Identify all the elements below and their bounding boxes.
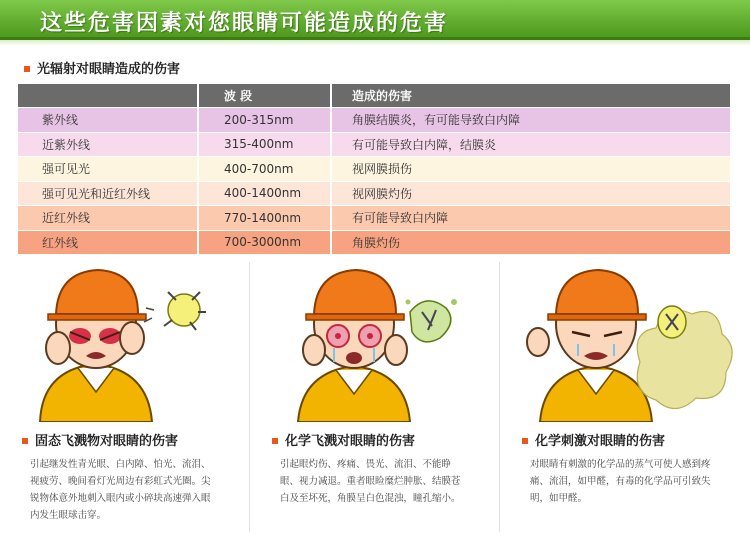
card-title	[522, 430, 665, 449]
cell-type: 近红外线	[18, 206, 198, 231]
table-row	[18, 157, 731, 182]
card-solid-particles	[0, 252, 248, 540]
card-title-text: 化学飞溅对眼睛的伤害	[285, 434, 416, 449]
cell-harm: 视网膜灼伤	[331, 181, 731, 206]
card-title	[22, 430, 178, 449]
cell-harm: 角膜结膜炎，有可能导致白内障	[331, 108, 731, 133]
worker-particles-illustration	[0, 252, 248, 422]
cell-type: 红外线	[18, 230, 198, 255]
cell-harm: 视网膜损伤	[331, 157, 731, 182]
cell-type: 强可见光和近红外线	[18, 181, 198, 206]
card-title	[272, 430, 415, 449]
worker-fumes-illustration	[500, 252, 748, 422]
bullet-square-icon	[522, 438, 528, 444]
cell-type: 强可见光	[18, 157, 198, 182]
bullet-square-icon	[24, 66, 30, 72]
card-description: 引起眼灼伤、疼痛、畏光、流泪、不能睁眼、视力减退。重者眼睑糜烂肿胀、结膜苍白及至坏死，角膜呈白色混浊，瞳孔缩小。	[280, 459, 461, 504]
card-title-text: 固态飞溅物对眼睛的伤害	[35, 434, 179, 449]
cell-band: 770-1400nm	[198, 206, 331, 231]
card-description: 引起继发性青光眼、白内障、怕光、流泪、视疲劳、晚间看灯光周边有彩虹式光圈。尖锐物体意外地刺入眼内或小碎块高速弹入眼内发生眼球击穿。	[30, 459, 211, 521]
cell-band: 400-700nm	[198, 157, 331, 182]
cell-harm: 有可能导致白内障，结膜炎	[331, 132, 731, 157]
cell-type: 近紫外线	[18, 132, 198, 157]
radiation-table	[18, 84, 732, 255]
cell-band: 400-1400nm	[198, 181, 331, 206]
bullet-square-icon	[272, 438, 278, 444]
table-header-row	[18, 84, 731, 108]
bullet-square-icon	[22, 438, 28, 444]
table-header-band: 波 段	[198, 84, 331, 108]
cell-harm: 角膜灼伤	[331, 230, 731, 255]
card-chemical-splash	[250, 252, 498, 540]
banner-shadow	[0, 40, 750, 46]
cell-type: 紫外线	[18, 108, 198, 133]
worker-splash-illustration	[250, 252, 498, 422]
cell-band: 200-315nm	[198, 108, 331, 133]
table-row	[18, 206, 731, 231]
table-header-type	[18, 84, 198, 108]
cell-band: 315-400nm	[198, 132, 331, 157]
cell-harm: 有可能导致白内障	[331, 206, 731, 231]
card-chemical-irritation	[500, 252, 748, 540]
table-row	[18, 108, 731, 133]
section-title-text: 光辐射对眼睛造成的伤害	[37, 62, 181, 77]
section-title	[24, 58, 180, 77]
table-row	[18, 230, 731, 255]
table-row	[18, 181, 731, 206]
page-title: 这些危害因素对您眼睛可能造成的危害	[40, 11, 449, 36]
card-title-text: 化学刺激对眼睛的伤害	[535, 434, 666, 449]
table-header-harm: 造成的伤害	[331, 84, 731, 108]
table-row	[18, 132, 731, 157]
header-banner	[0, 0, 750, 40]
card-description: 对眼睛有刺激的化学品的蒸气可使人感到疼痛、流泪，如甲醛，有毒的化学品可引致失明，如甲醛。	[530, 459, 711, 504]
cell-band: 700-3000nm	[198, 230, 331, 255]
